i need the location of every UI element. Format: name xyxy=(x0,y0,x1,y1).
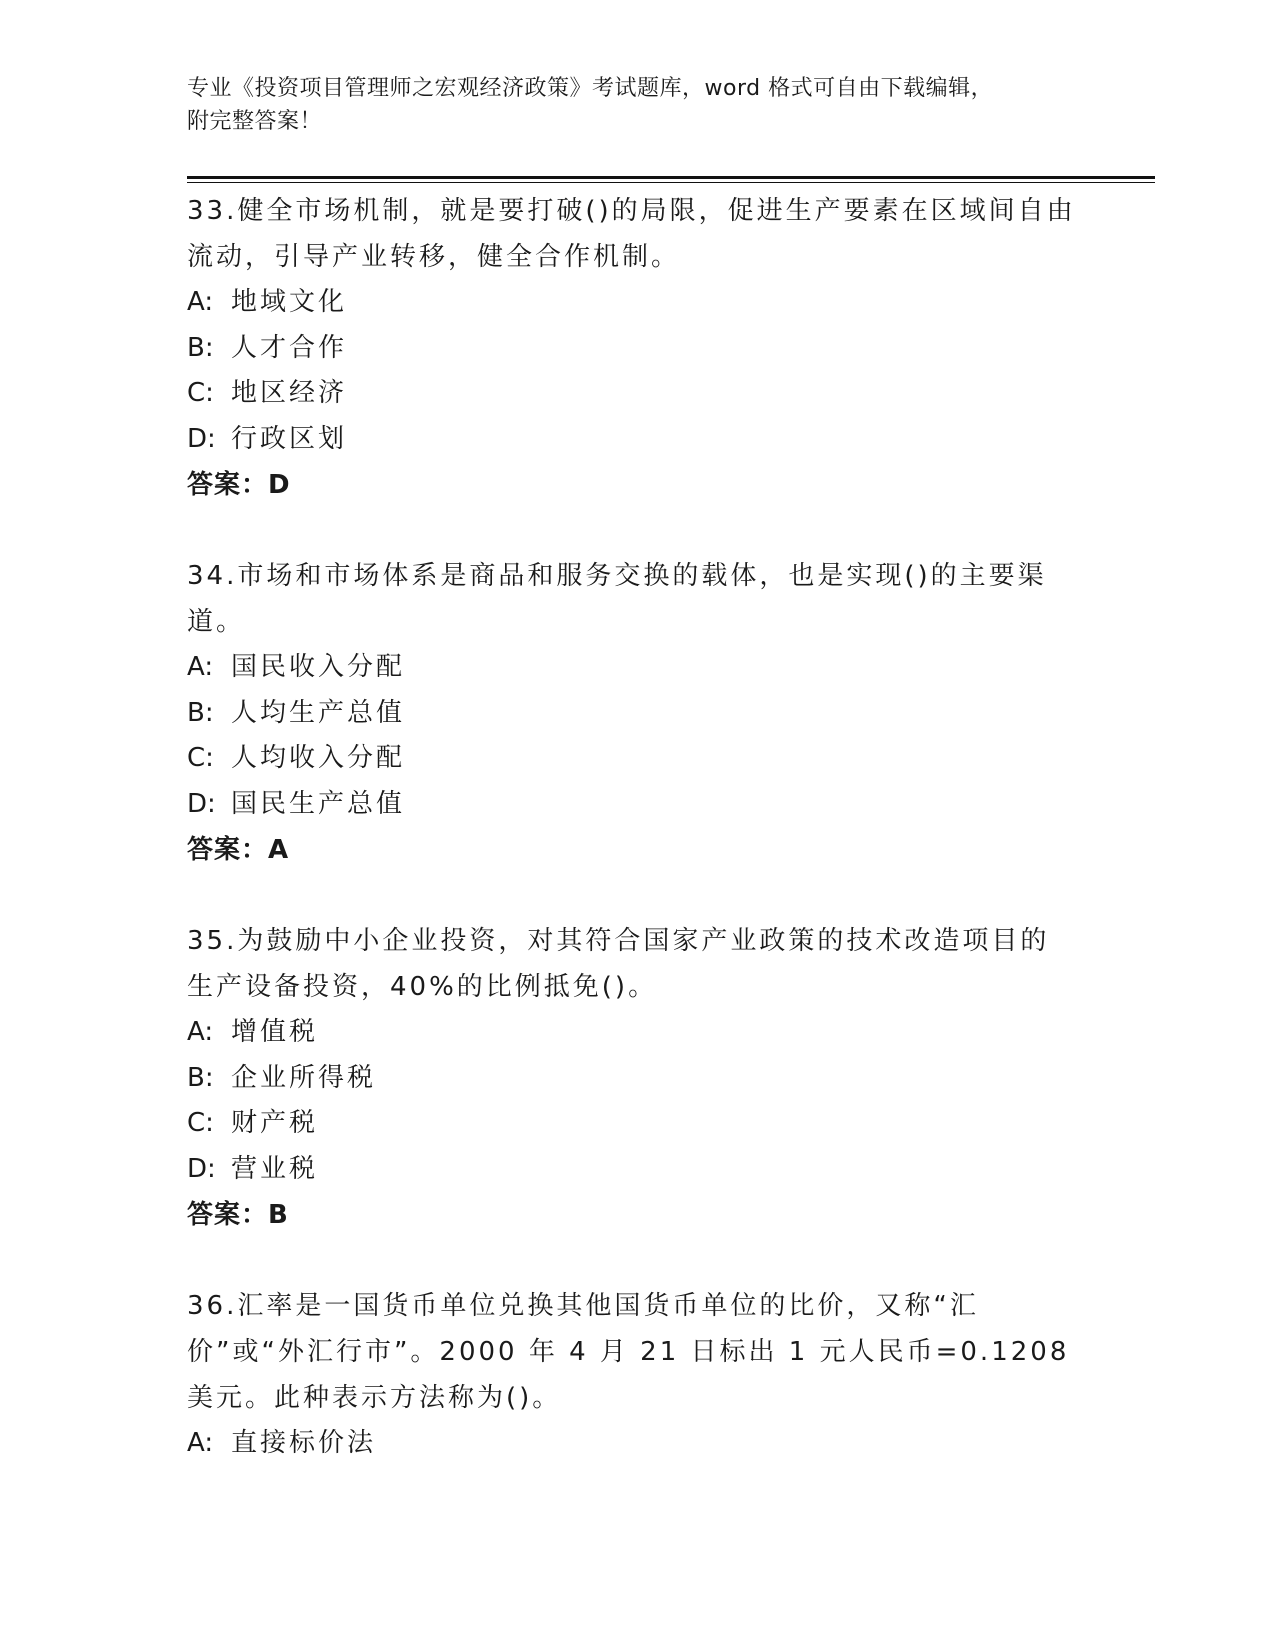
option-text: 人均收入分配 xyxy=(231,743,406,773)
header-divider-thick xyxy=(187,176,1155,179)
option-key: C: xyxy=(187,1108,214,1138)
option-b xyxy=(187,1056,1077,1102)
option-key: B: xyxy=(187,332,214,363)
option-c xyxy=(187,736,1077,782)
question-text: 35.为鼓励中小企业投资，对其符合国家产业政策的技术改造项目的生产设备投资，40%的比例抵免()。 xyxy=(187,926,1050,1002)
document-header xyxy=(187,72,1087,138)
option-key: D: xyxy=(187,788,216,819)
header-line-1: 专业《投资项目管理师之宏观经济政策》考试题库，word 格式可自由下载编辑， xyxy=(187,76,994,101)
header-line-2: 附完整答案！ xyxy=(187,109,323,134)
option-c xyxy=(187,371,1077,417)
option-key: C: xyxy=(187,743,214,773)
question-text: 36.汇率是一国货币单位兑换其他国货币单位的比价，又称“汇价”或“外汇行市”。2000 年 4 月 21 日标出 1 元人民币=0.1208 美元。此种表示方法称为()。 xyxy=(187,1291,1070,1413)
option-text: 国民生产总值 xyxy=(231,788,406,819)
option-key: D: xyxy=(187,1153,216,1184)
option-text: 营业税 xyxy=(231,1153,319,1184)
answer-line: 答案：B xyxy=(187,1200,289,1230)
option-text: 地域文化 xyxy=(231,287,348,317)
option-key: A: xyxy=(187,1017,214,1047)
option-text: 直接标价法 xyxy=(231,1428,377,1458)
option-b xyxy=(187,691,1077,737)
option-text: 人均生产总值 xyxy=(231,697,406,728)
answer-line: 答案：D xyxy=(187,470,291,500)
option-text: 增值税 xyxy=(231,1017,319,1047)
question-list xyxy=(187,188,1077,1512)
option-d xyxy=(187,417,1077,463)
option-text: 地区经济 xyxy=(231,378,348,408)
option-key: A: xyxy=(187,287,214,317)
header-divider-thin xyxy=(187,182,1155,183)
question-35 xyxy=(187,918,1077,1238)
option-text: 财产税 xyxy=(231,1108,319,1138)
option-key: A: xyxy=(187,1428,214,1458)
option-a xyxy=(187,1010,1077,1056)
question-36 xyxy=(187,1283,1077,1467)
answer-line: 答案：A xyxy=(187,835,290,865)
option-b xyxy=(187,326,1077,372)
option-a xyxy=(187,645,1077,691)
question-34 xyxy=(187,553,1077,873)
option-d xyxy=(187,1147,1077,1193)
option-d xyxy=(187,782,1077,828)
option-text: 国民收入分配 xyxy=(231,652,406,682)
option-text: 行政区划 xyxy=(231,423,348,454)
option-key: A: xyxy=(187,652,214,682)
option-text: 人才合作 xyxy=(231,332,348,363)
option-key: D: xyxy=(187,423,216,454)
option-c xyxy=(187,1101,1077,1147)
option-key: B: xyxy=(187,1062,214,1093)
option-key: B: xyxy=(187,697,214,728)
option-a xyxy=(187,1421,1077,1467)
question-text: 34.市场和市场体系是商品和服务交换的载体，也是实现()的主要渠道。 xyxy=(187,561,1047,637)
question-text: 33.健全市场机制，就是要打破()的局限，促进生产要素在区域间自由流动，引导产业转移，健全合作机制。 xyxy=(187,196,1076,272)
option-a xyxy=(187,280,1077,326)
question-33 xyxy=(187,188,1077,508)
option-text: 企业所得税 xyxy=(231,1062,377,1093)
option-key: C: xyxy=(187,378,214,408)
